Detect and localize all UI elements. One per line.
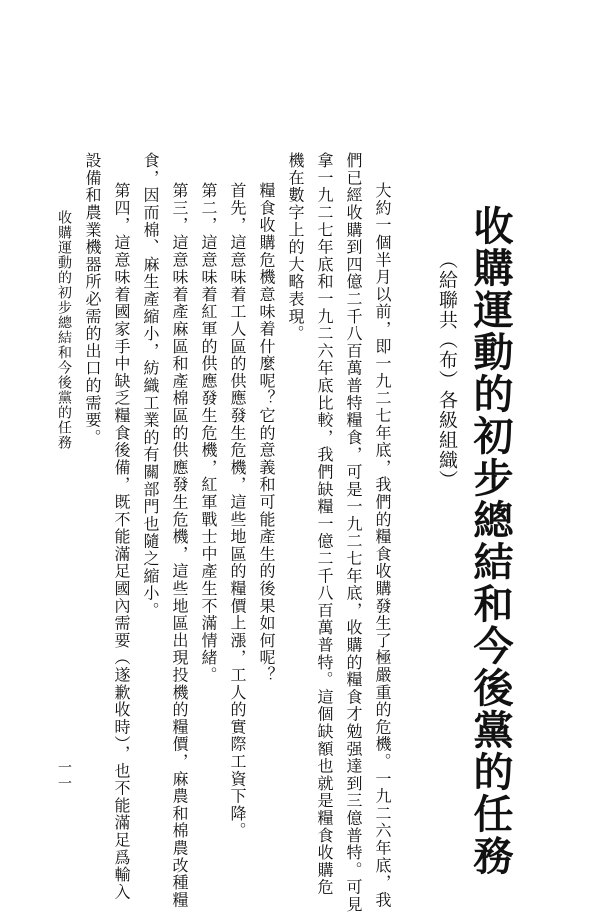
page-subtitle: （給聯共（布）各級組織） bbox=[436, 250, 458, 490]
body-line-2: 們已經收購到四億二千八百萬普特糧食，可是一九二七年底，收購的糧食才勉强達到三億普特。可見 bbox=[344, 152, 363, 914]
body-line-3: 拿一九二七年底和一九二六年底比較，我們缺糧一億二千八百萬普特。這個缺額也就是糧食收購危 bbox=[315, 152, 334, 896]
body-line-5: 糧食收購危機意味着什麼呢？它的意義和可能產生的後果如何呢？ bbox=[257, 182, 276, 684]
body-line-7: 第二，這意味着紅軍的供應發生危機，紅軍戰士中產生不滿情緒。 bbox=[199, 182, 218, 684]
page-title: 收購運動的初步總結和今後黨的任務 bbox=[467, 205, 514, 877]
body-line-6: 首先，這意味着工人區的供應發生危機，這些地區的糧價上漲，工人的實際工資下降。 bbox=[228, 182, 247, 840]
body-line-1: 大約一個半月以前，即一九二七年底，我們的糧食收購發生了極嚴重的危機。一九二六年底，我 bbox=[373, 182, 392, 909]
running-head: 收購運動的初步總結和今後黨的任務 bbox=[56, 210, 72, 450]
body-line-9: 食，因而棉、麻生產縮小，紡織工業的有關部門也隨之縮小。 bbox=[141, 152, 160, 620]
body-line-10: 第四，這意味着國家手中缺乏糧食後備，既不能滿足國內需要（遂歉收時），也不能滿足爲輸入 bbox=[112, 182, 131, 901]
body-line-11: 設備和農業機器所必需的出口的需要。 bbox=[83, 152, 102, 447]
body-line-8: 第三，這意味着產麻區和產棉區的供應發生危機，這些地區出現投機的糧價，麻農和棉農改種糧 bbox=[170, 182, 189, 909]
body-line-4: 機在數字上的大略表現。 bbox=[286, 152, 305, 343]
page-number: 一一 bbox=[56, 760, 72, 792]
